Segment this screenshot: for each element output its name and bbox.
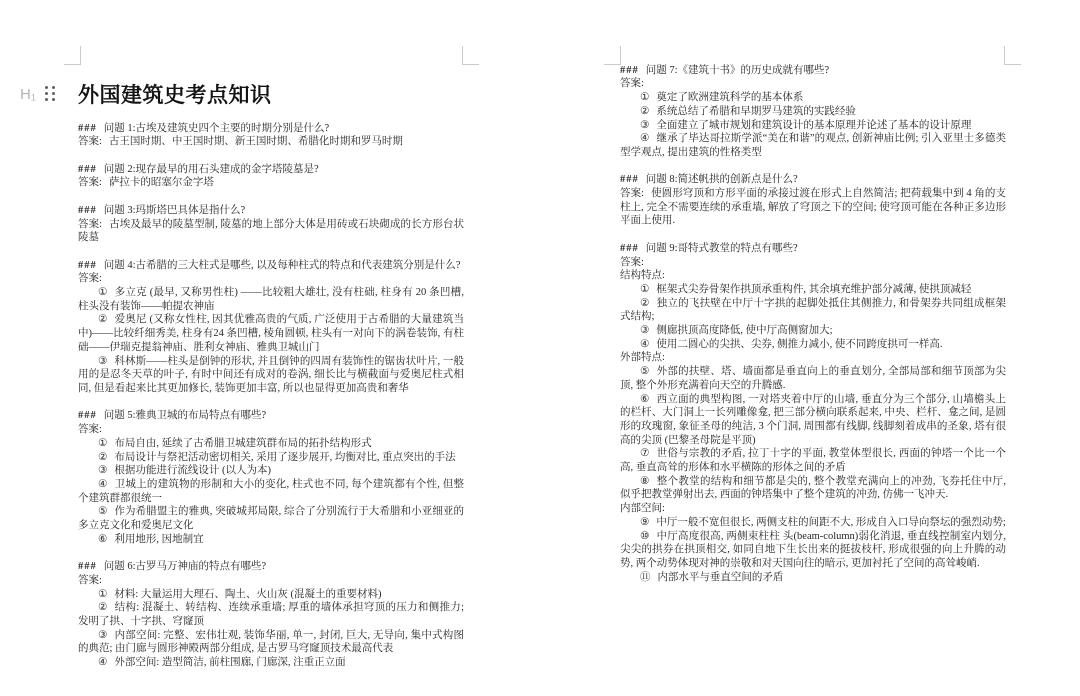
circled-number: ② bbox=[97, 602, 108, 614]
numbered-item bbox=[78, 313, 464, 354]
item-text: 外部的扶壁、塔、墙面都是垂直向上的垂直划分, 全部局部和细节顶部为尖顶, 整个外形充满着向天空的升腾感. bbox=[620, 366, 1006, 391]
numbered-item bbox=[78, 656, 464, 670]
circled-number: ⑤ bbox=[97, 506, 108, 518]
numbered-item bbox=[78, 505, 464, 532]
item-text: 利用地形, 因地制宜 bbox=[114, 533, 204, 545]
answer-label: 答案: bbox=[78, 177, 102, 189]
section-subheading-text: 结构特点: bbox=[620, 270, 665, 282]
circled-number: ⑨ bbox=[639, 516, 650, 528]
circled-number: ③ bbox=[97, 355, 108, 367]
numbered-item bbox=[620, 530, 1006, 571]
circled-number: ① bbox=[97, 588, 108, 600]
item-text: 整个教堂的结构和细节都是尖的, 整个教堂充满向上的冲劲, 飞券托住中厅, 似乎把教堂弹射出去, 西面的钟塔集中了整个建筑的冲劲, 仿佛一飞冲天. bbox=[620, 475, 1007, 501]
item-text: 结构: 混凝土、转结构、连续承重墙; 厚重的墙体承担穹顶的压力和侧推力; 发明了拱、十字拱、穹窿顶 bbox=[78, 602, 464, 627]
circled-number: ⑪ bbox=[639, 571, 651, 583]
item-text: 世俗与宗教的矛盾, 拉丁十字的平面, 教堂体型很长, 西面的钟塔一个比一个高, 垂直高耸的形体和水平横陈的形体之间的矛盾 bbox=[620, 448, 1007, 474]
page-title: 外国建筑史考点知识 bbox=[78, 83, 272, 107]
question-text: 问题 1:古埃及建筑史四个主要的时期分别是什么? bbox=[103, 122, 330, 134]
markdown-heading-marker: ### bbox=[78, 259, 97, 271]
markdown-heading-marker: ### bbox=[78, 204, 97, 216]
markdown-heading-marker: ### bbox=[620, 64, 639, 76]
numbered-item bbox=[620, 283, 1006, 297]
answer-line bbox=[78, 135, 464, 149]
question-line bbox=[78, 122, 464, 136]
numbered-item bbox=[78, 286, 464, 313]
question-text: 问题 8:简述帆拱的创新点是什么? bbox=[645, 174, 798, 186]
answer-label: 答案: bbox=[78, 424, 102, 436]
answer-label: 答案: bbox=[620, 188, 645, 199]
circled-number: ⑦ bbox=[639, 448, 650, 460]
answer-label: 答案: bbox=[620, 256, 644, 268]
circled-number: ⑧ bbox=[639, 475, 650, 487]
circled-number: ③ bbox=[97, 629, 108, 641]
question-text: 问题 7:《建筑十书》的历史成就有哪些? bbox=[645, 64, 830, 76]
circled-number: ③ bbox=[639, 119, 650, 131]
numbered-item bbox=[78, 451, 464, 465]
circled-number: ⑥ bbox=[97, 533, 108, 545]
question-text: 问题 3:玛斯塔巴具体是指什么? bbox=[103, 204, 246, 216]
item-text: 布局自由, 延续了古希腊卫城建筑群布局的拓扑结构形式 bbox=[114, 437, 372, 449]
numbered-item bbox=[620, 105, 1006, 119]
item-text: 框架式尖券骨架作拱顶承重构件, 其余填充维护部分减薄, 使拱顶减轻 bbox=[656, 283, 972, 295]
item-text: 爱奥尼 (又称女性柱, 因其优雅高贵的气质, 广泛使用于古希腊的大量建筑当中)——比较纤细秀美, 柱身有24 条凹槽, 棱角圆顿, 柱头有一对向下的涡卷装饰, 有柱础——伊瑞克提翁神庙、胜利女神庙、雅典卫城山门 bbox=[78, 314, 464, 353]
question-text: 问题 9:哥特式教堂的特点有哪些? bbox=[645, 242, 798, 254]
numbered-item bbox=[78, 355, 464, 396]
answer-label: 答案: bbox=[620, 78, 644, 90]
numbered-item bbox=[78, 437, 464, 451]
circled-number: ② bbox=[639, 297, 650, 309]
numbered-item bbox=[78, 533, 464, 547]
item-text: 中厅高度很高, 两侧束柱柱 头(beam-column)弱化消退, 垂直线控制室内划分, 尖尖的拱券在拱顶相交, 如同自地下生长出来的挺拔枝杆, 形成很强的向上升腾的动势, 两个动势体现对神的崇敬和对天国向往的暗示, 更加衬托了空间的高耸峻峭. bbox=[620, 530, 1006, 569]
circled-number: ② bbox=[97, 451, 108, 463]
markdown-heading-marker: ### bbox=[78, 163, 97, 175]
item-text: 内部水平与垂直空间的矛盾 bbox=[657, 571, 784, 583]
question-text: 问题 2:现存最早的用石头建成的金字塔陵墓是? bbox=[103, 163, 319, 175]
circled-number: ⑩ bbox=[639, 530, 650, 542]
question-line bbox=[620, 64, 1006, 78]
item-text: 西立面的典型构图, 一对塔夹着中厅的山墙, 垂直分为三个部分, 山墙檐头上的栏杆、大门洞上一长列雕像龛, 把三部分横向联系起来, 中央、栏杆、龛之间, 是圆形的玫瑰窗, 象征圣母的纯洁, 3 个门洞, 周围都有线脚, 线脚刻着成串的圣象, 塔有很高的尖顶 (巴黎圣母院是平顶) bbox=[620, 393, 1007, 446]
numbered-item bbox=[78, 629, 464, 656]
circled-number: ⑥ bbox=[639, 393, 650, 405]
item-text: 奠定了欧洲建筑科学的基本体系 bbox=[656, 92, 804, 104]
numbered-item bbox=[620, 393, 1006, 448]
section-subheading-text: 外部特点: bbox=[620, 352, 665, 364]
section-subheading bbox=[620, 269, 1006, 283]
answer-label: 答案: bbox=[78, 574, 102, 586]
question-line bbox=[78, 259, 464, 273]
item-text: 外部空间: 造型简洁, 前柱围廊, 门廊深, 注重正立面 bbox=[114, 657, 346, 669]
page-corner-mark bbox=[462, 46, 479, 65]
circled-number: ① bbox=[97, 437, 108, 449]
answer-line bbox=[78, 218, 464, 245]
answer-label: 答案: bbox=[78, 273, 102, 285]
answer-text: 古王国时期、中王国时期、新王国时期、希腊化时期和罗马时期 bbox=[108, 136, 403, 148]
heading-level-icon[interactable]: H₁ bbox=[20, 85, 36, 103]
page-1 bbox=[78, 0, 464, 670]
item-text: 全面建立了城市规划和建筑设计的基本原理并论述了基本的设计原理 bbox=[656, 119, 972, 131]
section-subheading bbox=[620, 502, 1006, 516]
item-text: 内部空间: 完整、宏伟壮观, 装饰华丽, 单一, 封闭, 巨大, 无导向, 集中式构图的典范; 由门廊与圆形神殿两部分组成, 是古罗马穹窿顶技术最高代表 bbox=[78, 629, 464, 655]
markdown-heading-marker: ### bbox=[620, 174, 639, 186]
circled-number: ④ bbox=[639, 133, 650, 145]
answer-label-line bbox=[78, 574, 464, 588]
numbered-item bbox=[78, 588, 464, 602]
numbered-item bbox=[78, 478, 464, 505]
question-text: 问题 6:古罗马万神庙的特点有哪些? bbox=[103, 561, 267, 573]
question-line bbox=[78, 163, 464, 177]
question-line bbox=[78, 409, 464, 423]
numbered-item bbox=[620, 365, 1006, 392]
page-2-content bbox=[620, 64, 1006, 585]
item-text: 卫城上的建筑物的形制和大小的变化, 柱式也不同, 每个建筑都有个性, 但整个建筑群都很统一 bbox=[78, 478, 465, 504]
block-controls bbox=[20, 86, 56, 102]
numbered-item bbox=[620, 91, 1006, 105]
item-text: 科林斯——柱头是倒钟的形状, 并且倒钟的四周有装饰性的锯齿状叶片, 一般用的是忍冬天草的叶子, 有时中间还有成对的卷涡, 细长比与横截面与爱奥尼柱式相同, 但是看起来比其更加修长, 装饰更加丰富, 所以也显得更加高贵和奢华 bbox=[78, 355, 464, 394]
page-1-content bbox=[78, 122, 464, 670]
page-corner-mark bbox=[1004, 46, 1021, 65]
numbered-item bbox=[620, 297, 1006, 324]
circled-number: ⑤ bbox=[639, 366, 650, 378]
numbered-item bbox=[78, 601, 464, 628]
answer-label-line bbox=[620, 256, 1006, 270]
item-text: 作为希腊盟主的雅典, 突破城邦局限, 综合了分别流行于大希腊和小亚细亚的多立克文化和爱奥尼文化 bbox=[78, 506, 464, 532]
answer-text: 萨拉卡的昭塞尔金字塔 bbox=[108, 177, 214, 189]
answer-label-line bbox=[620, 77, 1006, 91]
question-line bbox=[620, 173, 1006, 187]
answer-label: 答案: bbox=[78, 136, 102, 148]
circled-number: ① bbox=[639, 283, 650, 295]
circled-number: ② bbox=[639, 105, 650, 117]
answer-label-line bbox=[78, 423, 464, 437]
numbered-item bbox=[78, 464, 464, 478]
markdown-heading-marker: ### bbox=[78, 410, 97, 422]
answer-text: 古埃及最早的陵墓型制, 陵墓的地上部分大体是用砖或石块砌成的长方形台状陵墓 bbox=[78, 218, 465, 244]
item-text: 材料: 大量运用大理石、陶土、火山灰 (混凝土的重要材料) bbox=[114, 588, 382, 600]
circled-number: ③ bbox=[97, 465, 108, 477]
item-text: 系统总结了希腊和早期罗马建筑的实践经验 bbox=[656, 105, 856, 117]
section-subheading-text: 内部空间: bbox=[620, 503, 665, 515]
numbered-item bbox=[620, 571, 1006, 585]
numbered-item bbox=[620, 132, 1006, 159]
item-text: 布局设计与祭祀活动密切相关, 采用了逐步展开, 均衡对比, 重点突出的手法 bbox=[114, 451, 456, 463]
markdown-heading-marker: ### bbox=[78, 122, 97, 134]
question-line bbox=[620, 242, 1006, 256]
circled-number: ③ bbox=[639, 325, 650, 337]
numbered-item bbox=[620, 475, 1006, 502]
numbered-item bbox=[620, 338, 1006, 352]
drag-handle-icon[interactable] bbox=[45, 86, 56, 102]
item-text: 根据功能进行流线设计 (以人为本) bbox=[114, 465, 271, 477]
markdown-heading-marker: ### bbox=[78, 561, 97, 573]
question-text: 问题 4:古希腊的三大柱式是哪些, 以及每种柱式的特点和代表建筑分别是什么? bbox=[103, 259, 461, 271]
page-corner-mark bbox=[604, 46, 621, 65]
numbered-item bbox=[620, 516, 1006, 530]
item-text: 独立的飞扶壁在中厅十字拱的起脚处抵住其侧推力, 和骨架券共同组成框架式结构; bbox=[620, 297, 1006, 323]
answer-label-line bbox=[78, 272, 464, 286]
numbered-item bbox=[620, 324, 1006, 338]
circled-number: ① bbox=[639, 92, 650, 104]
numbered-item bbox=[620, 447, 1006, 474]
numbered-item bbox=[620, 119, 1006, 133]
item-text: 使用二圆心的尖拱、尖券, 侧推力减小, 使不同跨度拱可一样高. bbox=[656, 338, 943, 350]
answer-text: 使圆形穹顶和方形平面的承接过渡在形式上自然简洁; 把荷载集中到 4 角的支柱上, 完全不需要连续的承重墙, 解放了穹顶之下的空间; 使穹顶可能在各种正多边形平面上使用. bbox=[620, 188, 1007, 227]
circled-number: ④ bbox=[97, 478, 108, 490]
section-subheading bbox=[620, 351, 1006, 365]
item-text: 中厅一般不宽但很长, 两侧支柱的间距不大, 形成自入口导向祭坛的强烈动势; bbox=[656, 516, 1006, 528]
page-2 bbox=[620, 0, 1006, 584]
circled-number: ① bbox=[97, 287, 108, 299]
question-line bbox=[78, 204, 464, 218]
circled-number: ④ bbox=[639, 338, 650, 350]
item-text: 多立克 (最早, 又称男性柱) ——比较粗大雄壮, 没有柱础, 柱身有 20 条凹槽, 柱头没有装饰——帕提农神庙 bbox=[78, 287, 464, 312]
item-text: 继承了毕达哥拉斯学派“美在和谐”的观点, 创新神庙比例; 引入亚里士多德类型学观点, 提出建筑的性格类型 bbox=[620, 133, 1006, 158]
answer-label: 答案: bbox=[78, 218, 103, 230]
item-text: 侧廊拱顶高度降低, 使中厅高侧窗加大; bbox=[656, 325, 833, 337]
answer-line bbox=[620, 187, 1006, 228]
circled-number: ② bbox=[97, 314, 108, 326]
circled-number: ④ bbox=[97, 657, 108, 669]
question-text: 问题 5:雅典卫城的布局特点有哪些? bbox=[103, 410, 267, 422]
answer-line bbox=[78, 176, 464, 190]
markdown-heading-marker: ### bbox=[620, 242, 639, 254]
question-line bbox=[78, 560, 464, 574]
